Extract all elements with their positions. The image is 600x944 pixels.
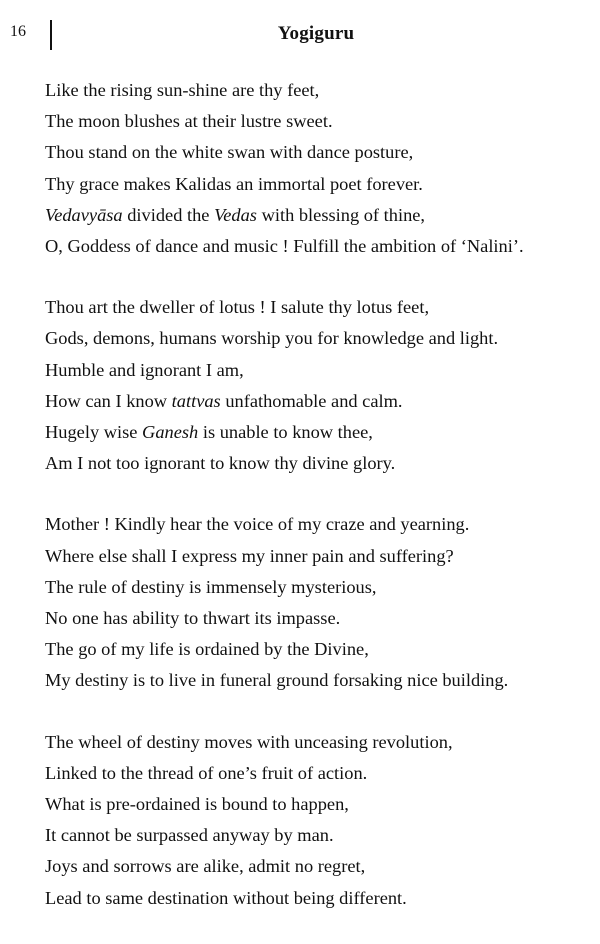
poem-line	[45, 355, 595, 386]
poem-line	[45, 509, 595, 540]
running-title: Yogiguru	[277, 23, 355, 44]
line-text: Like the rising sun-shine are thy feet,	[45, 80, 320, 100]
line-text: Hugely wise	[45, 422, 143, 443]
italic-term: Vedas	[214, 204, 257, 225]
italic-term: Vedavyāsa	[45, 204, 123, 225]
poem-line	[45, 137, 595, 168]
line-text: What is pre-ordained is bound to happen,	[45, 794, 349, 815]
poem-line	[45, 851, 595, 882]
line-text: My destiny is to live in funeral ground forsaking nice building.	[45, 670, 509, 691]
line-text: No one has ability to thwart its impasse.	[45, 608, 341, 629]
line-text: Thou art the dweller of lotus ! I salute thy lotus feet,	[45, 297, 430, 318]
poem-body	[45, 75, 595, 944]
poem-line	[45, 200, 595, 231]
line-text: Humble and ignorant I am,	[45, 359, 244, 380]
poem-line	[45, 231, 595, 262]
poem-line	[45, 603, 595, 634]
poem-line	[45, 448, 595, 479]
poem-line	[45, 541, 595, 572]
poem-line	[45, 417, 595, 448]
line-text: divided the	[122, 204, 215, 225]
stanza	[45, 509, 595, 696]
line-text: Joys and sorrows are alike, admit no regret,	[45, 856, 366, 877]
poem-line	[45, 634, 595, 665]
line-text: Thou stand on the white swan with dance posture,	[45, 142, 414, 163]
line-text: Lead to same destination without being different.	[45, 887, 407, 908]
line-text: How can I know	[45, 390, 172, 411]
line-text: unfathomable and calm.	[220, 390, 403, 411]
italic-term: Ganesh	[142, 422, 199, 443]
poem-line	[45, 789, 595, 820]
line-text: The go of my life is ordained by the Divine,	[45, 639, 369, 660]
poem-line	[45, 820, 595, 851]
line-text: is unable to know thee,	[198, 422, 373, 443]
poem-line	[45, 727, 595, 758]
line-text: It cannot be surpassed anyway by man.	[45, 825, 334, 846]
poem-line	[45, 106, 595, 137]
line-text: Thy grace makes Kalidas an immortal poet forever.	[45, 173, 423, 194]
poem-line	[45, 572, 595, 603]
stanza	[45, 727, 595, 914]
poem-line	[45, 386, 595, 417]
line-text: Where else shall I express my inner pain and suffering?	[45, 545, 454, 566]
poem-line	[45, 75, 595, 106]
line-text: Linked to the thread of one’s fruit of action.	[45, 762, 368, 783]
line-text: The wheel of destiny moves with unceasing revolution,	[45, 731, 453, 752]
line-text: Am I not too ignorant to know thy divine glory.	[45, 453, 396, 474]
line-text: Gods, demons, humans worship you for knowledge and light.	[45, 328, 499, 349]
stanza	[45, 75, 595, 262]
line-text: O, Goddess of dance and music ! Fulfill the ambition of ‘Nalini’.	[45, 236, 524, 257]
page-number: 16	[10, 23, 26, 40]
poem-line	[45, 883, 595, 914]
poem-line	[45, 292, 595, 323]
italic-term: tattvas	[171, 390, 221, 411]
line-text: with blessing of thine,	[256, 204, 426, 225]
line-text: Mother ! Kindly hear the voice of my craze and yearning.	[45, 514, 470, 535]
poem-line	[45, 665, 595, 696]
line-text: The rule of destiny is immensely mysterious,	[45, 576, 377, 597]
poem-line	[45, 758, 595, 789]
poem-line	[45, 323, 595, 354]
stanza	[45, 292, 595, 479]
line-text: The moon blushes at their lustre sweet.	[45, 111, 333, 132]
poem-line	[45, 169, 595, 200]
